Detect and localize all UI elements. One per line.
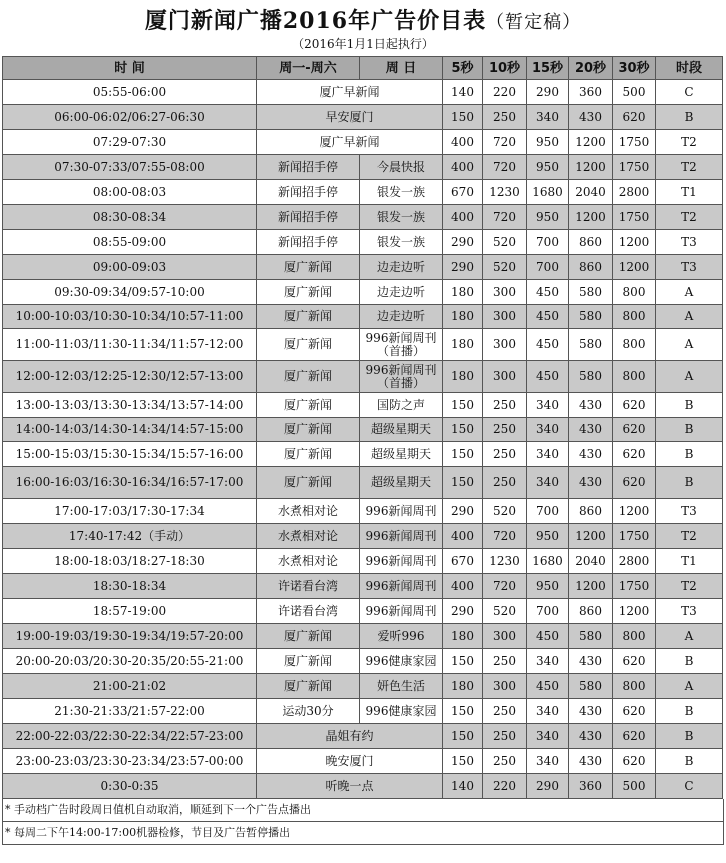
cell-price-30s: 2800 xyxy=(613,180,656,205)
cell-price-5s: 290 xyxy=(443,599,483,624)
cell-price-5s: 180 xyxy=(443,624,483,649)
cell-price-5s: 400 xyxy=(443,205,483,230)
cell-time: 12:00-12:03/12:25-12:30/12:57-13:00 xyxy=(3,361,257,393)
cell-price-15s: 340 xyxy=(527,418,569,442)
cell-price-30s: 620 xyxy=(613,105,656,130)
cell-price-30s: 1200 xyxy=(613,255,656,280)
cell-price-20s: 860 xyxy=(569,230,613,255)
cell-price-5s: 400 xyxy=(443,155,483,180)
cell-time: 08:00-08:03 xyxy=(3,180,257,205)
cell-price-10s: 720 xyxy=(483,524,527,549)
cell-price-30s: 620 xyxy=(613,418,656,442)
cell-price-30s: 620 xyxy=(613,442,656,467)
cell-price-10s: 1230 xyxy=(483,180,527,205)
cell-weekday-program: 厦广新闻 xyxy=(257,467,360,499)
cell-time: 11:00-11:03/11:30-11:34/11:57-12:00 xyxy=(3,329,257,361)
cell-price-20s: 430 xyxy=(569,724,613,749)
cell-price-15s: 450 xyxy=(527,280,569,305)
cell-weekday-program: 新闻招手停 xyxy=(257,155,360,180)
cell-price-20s: 580 xyxy=(569,280,613,305)
cell-sunday-program: 996新闻周刊（首播） xyxy=(360,361,443,393)
cell-weekday-program: 厦广新闻 xyxy=(257,305,360,329)
col-header-30s: 30秒 xyxy=(613,57,656,80)
cell-price-10s: 250 xyxy=(483,442,527,467)
cell-price-10s: 250 xyxy=(483,749,527,774)
cell-price-5s: 180 xyxy=(443,329,483,361)
cell-price-10s: 300 xyxy=(483,329,527,361)
cell-time: 09:00-09:03 xyxy=(3,255,257,280)
col-header-5s: 5秒 xyxy=(443,57,483,80)
cell-weekday-program: 厦广新闻 xyxy=(257,442,360,467)
table-row xyxy=(3,574,723,599)
cell-time: 14:00-14:03/14:30-14:34/14:57-15:00 xyxy=(3,418,257,442)
cell-price-10s: 520 xyxy=(483,499,527,524)
cell-price-30s: 800 xyxy=(613,329,656,361)
table-row xyxy=(3,230,723,255)
cell-segment: T2 xyxy=(656,155,723,180)
cell-time: 17:00-17:03/17:30-17:34 xyxy=(3,499,257,524)
cell-time: 06:00-06:02/06:27-06:30 xyxy=(3,105,257,130)
cell-price-30s: 1750 xyxy=(613,155,656,180)
cell-price-10s: 250 xyxy=(483,649,527,674)
cell-price-15s: 340 xyxy=(527,393,569,418)
cell-time: 09:30-09:34/09:57-10:00 xyxy=(3,280,257,305)
cell-price-10s: 250 xyxy=(483,418,527,442)
cell-segment: B xyxy=(656,649,723,674)
cell-price-20s: 1200 xyxy=(569,205,613,230)
cell-weekday-program: 厦广新闻 xyxy=(257,329,360,361)
cell-price-30s: 1750 xyxy=(613,524,656,549)
table-row xyxy=(3,155,723,180)
price-table xyxy=(2,56,723,799)
cell-price-30s: 1750 xyxy=(613,130,656,155)
cell-price-5s: 140 xyxy=(443,774,483,799)
cell-price-5s: 290 xyxy=(443,230,483,255)
cell-price-10s: 250 xyxy=(483,699,527,724)
table-row xyxy=(3,180,723,205)
table-row xyxy=(3,499,723,524)
cell-price-30s: 620 xyxy=(613,724,656,749)
cell-price-10s: 300 xyxy=(483,361,527,393)
table-row xyxy=(3,549,723,574)
cell-price-20s: 580 xyxy=(569,624,613,649)
cell-program: 听晚一点 xyxy=(257,774,443,799)
cell-price-10s: 300 xyxy=(483,305,527,329)
cell-segment: C xyxy=(656,80,723,105)
cell-time: 16:00-16:03/16:30-16:34/16:57-17:00 xyxy=(3,467,257,499)
cell-price-5s: 140 xyxy=(443,80,483,105)
cell-sunday-program: 996健康家园 xyxy=(360,699,443,724)
cell-price-15s: 340 xyxy=(527,724,569,749)
col-header-time: 时 间 xyxy=(3,57,257,80)
cell-sunday-program: 妍色生活 xyxy=(360,674,443,699)
cell-price-30s: 1750 xyxy=(613,205,656,230)
cell-price-15s: 450 xyxy=(527,624,569,649)
cell-weekday-program: 厦广新闻 xyxy=(257,255,360,280)
table-row xyxy=(3,774,723,799)
cell-price-30s: 1750 xyxy=(613,574,656,599)
cell-price-15s: 340 xyxy=(527,649,569,674)
price-list-document xyxy=(2,0,724,845)
cell-price-20s: 430 xyxy=(569,418,613,442)
cell-sunday-program: 国防之声 xyxy=(360,393,443,418)
cell-price-20s: 580 xyxy=(569,329,613,361)
cell-segment: T2 xyxy=(656,130,723,155)
cell-price-10s: 520 xyxy=(483,599,527,624)
cell-sunday-program: 银发一族 xyxy=(360,230,443,255)
cell-sunday-program: 996新闻周刊（首播） xyxy=(360,329,443,361)
table-row xyxy=(3,80,723,105)
cell-weekday-program: 水煮相对论 xyxy=(257,549,360,574)
cell-price-20s: 1200 xyxy=(569,155,613,180)
cell-price-5s: 400 xyxy=(443,130,483,155)
col-header-20s: 20秒 xyxy=(569,57,613,80)
cell-price-15s: 340 xyxy=(527,467,569,499)
cell-segment: B xyxy=(656,749,723,774)
cell-price-10s: 300 xyxy=(483,624,527,649)
cell-segment: B xyxy=(656,105,723,130)
cell-price-15s: 1680 xyxy=(527,549,569,574)
cell-weekday-program: 许诺看台湾 xyxy=(257,599,360,624)
table-row xyxy=(3,255,723,280)
cell-price-5s: 150 xyxy=(443,105,483,130)
cell-time: 17:40-17:42（手动） xyxy=(3,524,257,549)
cell-price-30s: 1200 xyxy=(613,230,656,255)
cell-time: 21:30-21:33/21:57-22:00 xyxy=(3,699,257,724)
cell-time: 23:00-23:03/23:30-23:34/23:57-00:00 xyxy=(3,749,257,774)
table-row xyxy=(3,649,723,674)
cell-price-30s: 620 xyxy=(613,467,656,499)
cell-segment: T2 xyxy=(656,205,723,230)
cell-time: 05:55-06:00 xyxy=(3,80,257,105)
cell-price-10s: 720 xyxy=(483,155,527,180)
cell-price-10s: 220 xyxy=(483,80,527,105)
cell-sunday-program: 银发一族 xyxy=(360,180,443,205)
cell-price-5s: 290 xyxy=(443,499,483,524)
cell-weekday-program: 水煮相对论 xyxy=(257,524,360,549)
cell-price-20s: 430 xyxy=(569,749,613,774)
cell-price-30s: 620 xyxy=(613,393,656,418)
cell-time: 22:00-22:03/22:30-22:34/22:57-23:00 xyxy=(3,724,257,749)
cell-price-10s: 220 xyxy=(483,774,527,799)
cell-price-15s: 290 xyxy=(527,80,569,105)
cell-weekday-program: 厦广新闻 xyxy=(257,280,360,305)
cell-price-20s: 430 xyxy=(569,442,613,467)
cell-price-20s: 430 xyxy=(569,105,613,130)
cell-price-10s: 250 xyxy=(483,724,527,749)
cell-price-15s: 700 xyxy=(527,230,569,255)
cell-price-20s: 430 xyxy=(569,649,613,674)
cell-price-30s: 800 xyxy=(613,674,656,699)
cell-segment: A xyxy=(656,674,723,699)
cell-sunday-program: 996新闻周刊 xyxy=(360,599,443,624)
title-text: 厦门新闻广播2016年广告价目表 xyxy=(144,8,487,34)
cell-time: 08:55-09:00 xyxy=(3,230,257,255)
table-row xyxy=(3,361,723,393)
cell-price-5s: 150 xyxy=(443,442,483,467)
cell-segment: T2 xyxy=(656,524,723,549)
cell-sunday-program: 边走边听 xyxy=(360,305,443,329)
cell-price-20s: 580 xyxy=(569,361,613,393)
cell-weekday-program: 新闻招手停 xyxy=(257,205,360,230)
cell-price-15s: 340 xyxy=(527,749,569,774)
cell-segment: A xyxy=(656,280,723,305)
table-row xyxy=(3,699,723,724)
cell-segment: A xyxy=(656,624,723,649)
col-header-segment: 时段 xyxy=(656,57,723,80)
cell-segment: A xyxy=(656,361,723,393)
cell-price-10s: 300 xyxy=(483,674,527,699)
cell-sunday-program: 996新闻周刊 xyxy=(360,499,443,524)
cell-price-10s: 250 xyxy=(483,467,527,499)
cell-price-10s: 520 xyxy=(483,255,527,280)
cell-price-5s: 150 xyxy=(443,749,483,774)
cell-price-20s: 430 xyxy=(569,393,613,418)
cell-price-5s: 180 xyxy=(443,305,483,329)
cell-price-15s: 340 xyxy=(527,699,569,724)
cell-sunday-program: 边走边听 xyxy=(360,255,443,280)
table-row xyxy=(3,393,723,418)
cell-segment: T3 xyxy=(656,599,723,624)
cell-weekday-program: 许诺看台湾 xyxy=(257,574,360,599)
cell-segment: B xyxy=(656,724,723,749)
cell-price-5s: 150 xyxy=(443,649,483,674)
cell-price-30s: 620 xyxy=(613,649,656,674)
cell-price-20s: 2040 xyxy=(569,549,613,574)
cell-price-30s: 620 xyxy=(613,699,656,724)
cell-segment: T1 xyxy=(656,180,723,205)
cell-sunday-program: 爱听996 xyxy=(360,624,443,649)
col-header-sunday: 周 日 xyxy=(360,57,443,80)
cell-price-20s: 360 xyxy=(569,774,613,799)
cell-segment: B xyxy=(656,442,723,467)
cell-time: 18:57-19:00 xyxy=(3,599,257,624)
cell-price-5s: 400 xyxy=(443,574,483,599)
cell-price-10s: 300 xyxy=(483,280,527,305)
cell-price-20s: 1200 xyxy=(569,524,613,549)
cell-price-15s: 450 xyxy=(527,361,569,393)
cell-price-10s: 720 xyxy=(483,130,527,155)
cell-time: 18:30-18:34 xyxy=(3,574,257,599)
cell-price-10s: 520 xyxy=(483,230,527,255)
table-row xyxy=(3,280,723,305)
cell-price-5s: 150 xyxy=(443,467,483,499)
table-row xyxy=(3,724,723,749)
table-body xyxy=(3,80,723,799)
cell-price-20s: 860 xyxy=(569,499,613,524)
cell-time: 20:00-20:03/20:30-20:35/20:55-21:00 xyxy=(3,649,257,674)
cell-sunday-program: 超级星期天 xyxy=(360,418,443,442)
cell-segment: B xyxy=(656,467,723,499)
cell-price-15s: 340 xyxy=(527,105,569,130)
cell-sunday-program: 996新闻周刊 xyxy=(360,574,443,599)
cell-sunday-program: 996健康家园 xyxy=(360,649,443,674)
cell-price-15s: 450 xyxy=(527,305,569,329)
cell-price-30s: 500 xyxy=(613,80,656,105)
cell-segment: A xyxy=(656,329,723,361)
cell-segment: T3 xyxy=(656,230,723,255)
cell-sunday-program: 银发一族 xyxy=(360,205,443,230)
cell-sunday-program: 996新闻周刊 xyxy=(360,549,443,574)
cell-price-15s: 290 xyxy=(527,774,569,799)
cell-weekday-program: 新闻招手停 xyxy=(257,180,360,205)
cell-sunday-program: 超级星期天 xyxy=(360,442,443,467)
cell-price-15s: 950 xyxy=(527,524,569,549)
cell-price-20s: 430 xyxy=(569,467,613,499)
cell-price-30s: 800 xyxy=(613,361,656,393)
cell-sunday-program: 996新闻周刊 xyxy=(360,524,443,549)
cell-time: 0:30-0:35 xyxy=(3,774,257,799)
cell-price-20s: 2040 xyxy=(569,180,613,205)
document-title xyxy=(2,0,724,36)
table-row xyxy=(3,205,723,230)
cell-price-15s: 700 xyxy=(527,499,569,524)
cell-price-30s: 800 xyxy=(613,280,656,305)
cell-price-5s: 180 xyxy=(443,674,483,699)
cell-price-5s: 180 xyxy=(443,280,483,305)
cell-time: 08:30-08:34 xyxy=(3,205,257,230)
cell-price-30s: 800 xyxy=(613,624,656,649)
cell-price-20s: 860 xyxy=(569,599,613,624)
table-row xyxy=(3,105,723,130)
cell-program: 晶姐有约 xyxy=(257,724,443,749)
cell-weekday-program: 厦广新闻 xyxy=(257,418,360,442)
col-header-10s: 10秒 xyxy=(483,57,527,80)
cell-price-5s: 150 xyxy=(443,699,483,724)
cell-segment: B xyxy=(656,699,723,724)
cell-segment: T2 xyxy=(656,574,723,599)
table-row xyxy=(3,524,723,549)
cell-price-20s: 430 xyxy=(569,699,613,724)
cell-price-15s: 450 xyxy=(527,329,569,361)
cell-price-5s: 150 xyxy=(443,418,483,442)
cell-weekday-program: 新闻招手停 xyxy=(257,230,360,255)
cell-price-10s: 1230 xyxy=(483,549,527,574)
cell-price-20s: 580 xyxy=(569,305,613,329)
cell-price-5s: 180 xyxy=(443,361,483,393)
cell-price-20s: 360 xyxy=(569,80,613,105)
cell-price-30s: 1200 xyxy=(613,599,656,624)
cell-price-15s: 1680 xyxy=(527,180,569,205)
cell-weekday-program: 厦广新闻 xyxy=(257,393,360,418)
cell-price-30s: 2800 xyxy=(613,549,656,574)
cell-time: 21:00-21:02 xyxy=(3,674,257,699)
cell-price-20s: 1200 xyxy=(569,574,613,599)
cell-segment: B xyxy=(656,418,723,442)
table-row xyxy=(3,305,723,329)
cell-sunday-program: 今晨快报 xyxy=(360,155,443,180)
cell-program: 厦广早新闻 xyxy=(257,130,443,155)
cell-price-10s: 250 xyxy=(483,105,527,130)
cell-price-5s: 670 xyxy=(443,549,483,574)
table-row xyxy=(3,418,723,442)
table-row xyxy=(3,442,723,467)
cell-price-10s: 720 xyxy=(483,205,527,230)
cell-program: 晚安厦门 xyxy=(257,749,443,774)
footnote-maintenance: * 每周二下午14:00-17:00机器检修，节目及广告暂停播出 xyxy=(2,822,724,845)
cell-time: 10:00-10:03/10:30-10:34/10:57-11:00 xyxy=(3,305,257,329)
cell-time: 13:00-13:03/13:30-13:34/13:57-14:00 xyxy=(3,393,257,418)
cell-sunday-program: 超级星期天 xyxy=(360,467,443,499)
cell-price-5s: 400 xyxy=(443,524,483,549)
col-header-weekday: 周一-周六 xyxy=(257,57,360,80)
cell-price-20s: 860 xyxy=(569,255,613,280)
table-row xyxy=(3,749,723,774)
cell-price-5s: 150 xyxy=(443,724,483,749)
cell-segment: A xyxy=(656,305,723,329)
cell-segment: T1 xyxy=(656,549,723,574)
cell-price-15s: 950 xyxy=(527,130,569,155)
cell-weekday-program: 厦广新闻 xyxy=(257,674,360,699)
cell-weekday-program: 厦广新闻 xyxy=(257,624,360,649)
cell-time: 07:30-07:33/07:55-08:00 xyxy=(3,155,257,180)
table-row xyxy=(3,624,723,649)
cell-weekday-program: 水煮相对论 xyxy=(257,499,360,524)
cell-price-15s: 950 xyxy=(527,574,569,599)
cell-program: 早安厦门 xyxy=(257,105,443,130)
cell-price-10s: 250 xyxy=(483,393,527,418)
title-draft-note: （暂定稿） xyxy=(486,12,582,33)
cell-weekday-program: 运动30分 xyxy=(257,699,360,724)
effective-date: （2016年1月1日起执行） xyxy=(292,37,434,51)
cell-time: 18:00-18:03/18:27-18:30 xyxy=(3,549,257,574)
cell-time: 15:00-15:03/15:30-15:34/15:57-16:00 xyxy=(3,442,257,467)
cell-price-20s: 580 xyxy=(569,674,613,699)
table-row xyxy=(3,329,723,361)
cell-price-10s: 720 xyxy=(483,574,527,599)
cell-segment: T3 xyxy=(656,255,723,280)
cell-weekday-program: 厦广新闻 xyxy=(257,361,360,393)
footnote-manual: * 手动档广告时段周日值机自动取消，顺延到下一个广告点播出 xyxy=(2,799,724,822)
cell-price-5s: 150 xyxy=(443,393,483,418)
cell-price-15s: 700 xyxy=(527,599,569,624)
table-row xyxy=(3,467,723,499)
table-row xyxy=(3,674,723,699)
cell-weekday-program: 厦广新闻 xyxy=(257,649,360,674)
col-header-15s: 15秒 xyxy=(527,57,569,80)
cell-segment: T3 xyxy=(656,499,723,524)
cell-segment: B xyxy=(656,393,723,418)
table-row xyxy=(3,130,723,155)
cell-time: 19:00-19:03/19:30-19:34/19:57-20:00 xyxy=(3,624,257,649)
cell-price-5s: 290 xyxy=(443,255,483,280)
cell-price-30s: 620 xyxy=(613,749,656,774)
cell-price-15s: 340 xyxy=(527,442,569,467)
cell-price-15s: 450 xyxy=(527,674,569,699)
cell-price-15s: 950 xyxy=(527,205,569,230)
cell-price-15s: 950 xyxy=(527,155,569,180)
cell-price-30s: 1200 xyxy=(613,499,656,524)
cell-price-15s: 700 xyxy=(527,255,569,280)
cell-program: 厦广早新闻 xyxy=(257,80,443,105)
table-row xyxy=(3,599,723,624)
cell-sunday-program: 边走边听 xyxy=(360,280,443,305)
table-header-row xyxy=(3,57,723,80)
cell-price-30s: 500 xyxy=(613,774,656,799)
cell-price-30s: 800 xyxy=(613,305,656,329)
cell-segment: C xyxy=(656,774,723,799)
cell-price-5s: 670 xyxy=(443,180,483,205)
cell-price-20s: 1200 xyxy=(569,130,613,155)
cell-time: 07:29-07:30 xyxy=(3,130,257,155)
